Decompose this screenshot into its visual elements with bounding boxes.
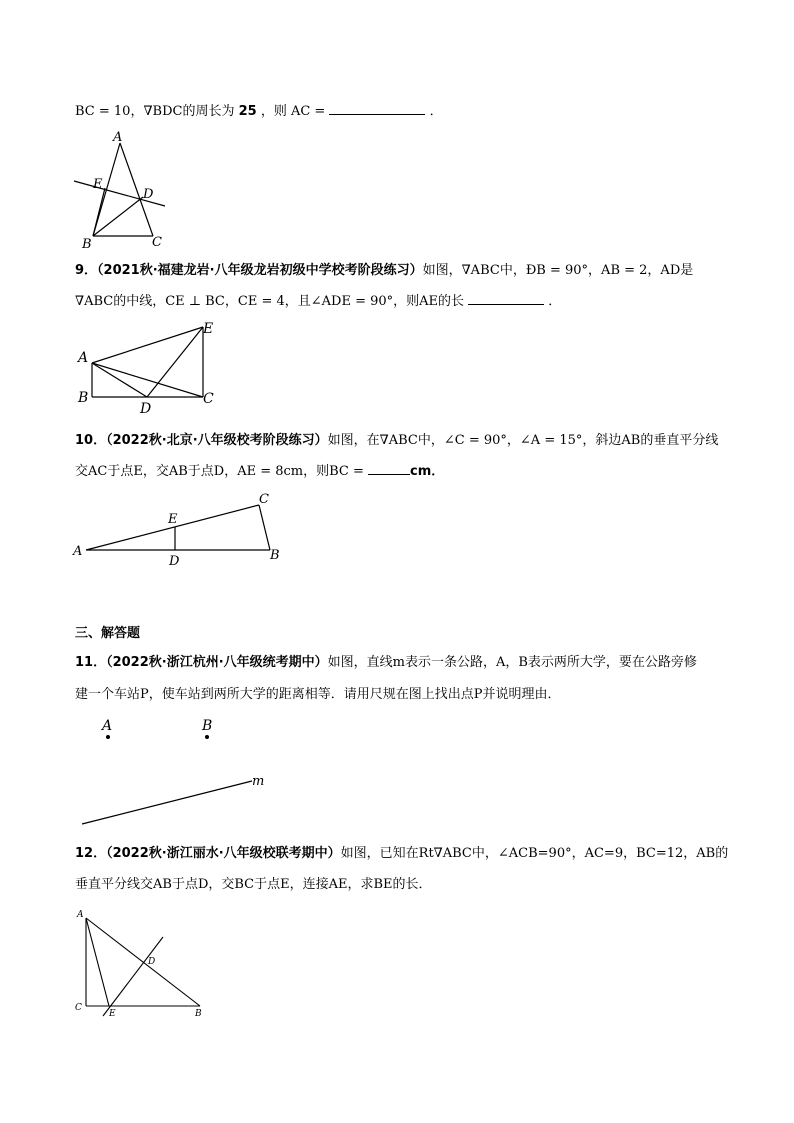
q9-line2-end: ．	[548, 294, 562, 309]
q8-text-end: ．	[429, 104, 443, 119]
q12-label-d: D	[148, 957, 156, 967]
q10-unit: cm．	[410, 464, 445, 479]
q11-label-b: B	[202, 718, 213, 734]
q9-label-d: D	[140, 401, 152, 417]
q10-line1-text: 如图，在∇ABC中，∠C = 90°，∠A = 15°，斜边AB的垂直平分线	[327, 433, 719, 448]
q8-label-a: A	[113, 130, 123, 145]
q12-line1-text: 如图，已知在Rt∇ABC中，∠ACB=90°，AC=9，BC=12，AB的	[340, 846, 729, 861]
q9-label-a: A	[78, 350, 89, 366]
q8-label-b: B	[82, 237, 92, 252]
q10-source: （2022秋·北京·八年级校考阶段练习）	[106, 433, 328, 448]
q9-source: （2021秋·福建龙岩·八年级龙岩初级中学校考阶段练习）	[97, 263, 423, 278]
q8-text-start: BC = 10，∇BDC的周长为	[75, 104, 235, 119]
q11-label-m: m	[252, 774, 265, 789]
q10-label-a: A	[73, 544, 83, 559]
q11-line1-text: 如图，直线m表示一条公路，A，B表示两所大学，要在公路旁修	[327, 655, 697, 670]
q9-line1-text: 如图，∇ABC中，ÐB = 90°，AB = 2，AD是	[422, 263, 694, 278]
q12-label-e: E	[109, 1009, 116, 1019]
q12-label-c: C	[75, 1003, 82, 1013]
q10-label-e: E	[168, 512, 178, 527]
q12-line2-text: 垂直平分线交AB于点D，交BC于点E，连接AE，求BE的长．	[75, 877, 432, 892]
q8-label-e: E	[93, 177, 103, 192]
q9-number: 9．	[75, 263, 98, 278]
q11-number: 11．	[75, 655, 107, 670]
q9-label-e: E	[203, 321, 214, 337]
q11-source: （2022秋·浙江杭州·八年级统考期中）	[106, 655, 328, 670]
q10-label-c: C	[259, 492, 269, 507]
q10-label-b: B	[270, 548, 280, 563]
q10-line2-text: 交AC于点E，交AB于点D，AE = 8cm，则BC =	[75, 464, 364, 479]
q11-label-a: A	[102, 718, 113, 734]
q8-label-d: D	[143, 187, 154, 202]
q12-source: （2022秋·浙江丽水·八年级校联考期中）	[106, 846, 341, 861]
q12-label-a: A	[77, 910, 84, 920]
q10-number: 10．	[75, 433, 107, 448]
q12-label-b: B	[195, 1009, 202, 1019]
q9-line2-text: ∇ABC的中线，CE ⊥ BC，CE = 4，且∠ADE = 90°，则AE的长	[75, 294, 465, 309]
q11-line2-text: 建一个车站P，使车站到两所大学的距离相等．请用尺规在图上找出点P并说明理由．	[75, 687, 561, 702]
q8-text-mid: ，则 AC =	[260, 104, 326, 119]
q9-label-c: C	[203, 391, 214, 407]
q9-label-b: B	[78, 390, 89, 406]
section-title: 三、解答题	[75, 626, 141, 641]
q8-perimeter: 25	[238, 104, 257, 119]
q12-number: 12．	[75, 846, 107, 861]
q10-label-d: D	[169, 554, 180, 569]
q8-label-c: C	[152, 235, 162, 250]
